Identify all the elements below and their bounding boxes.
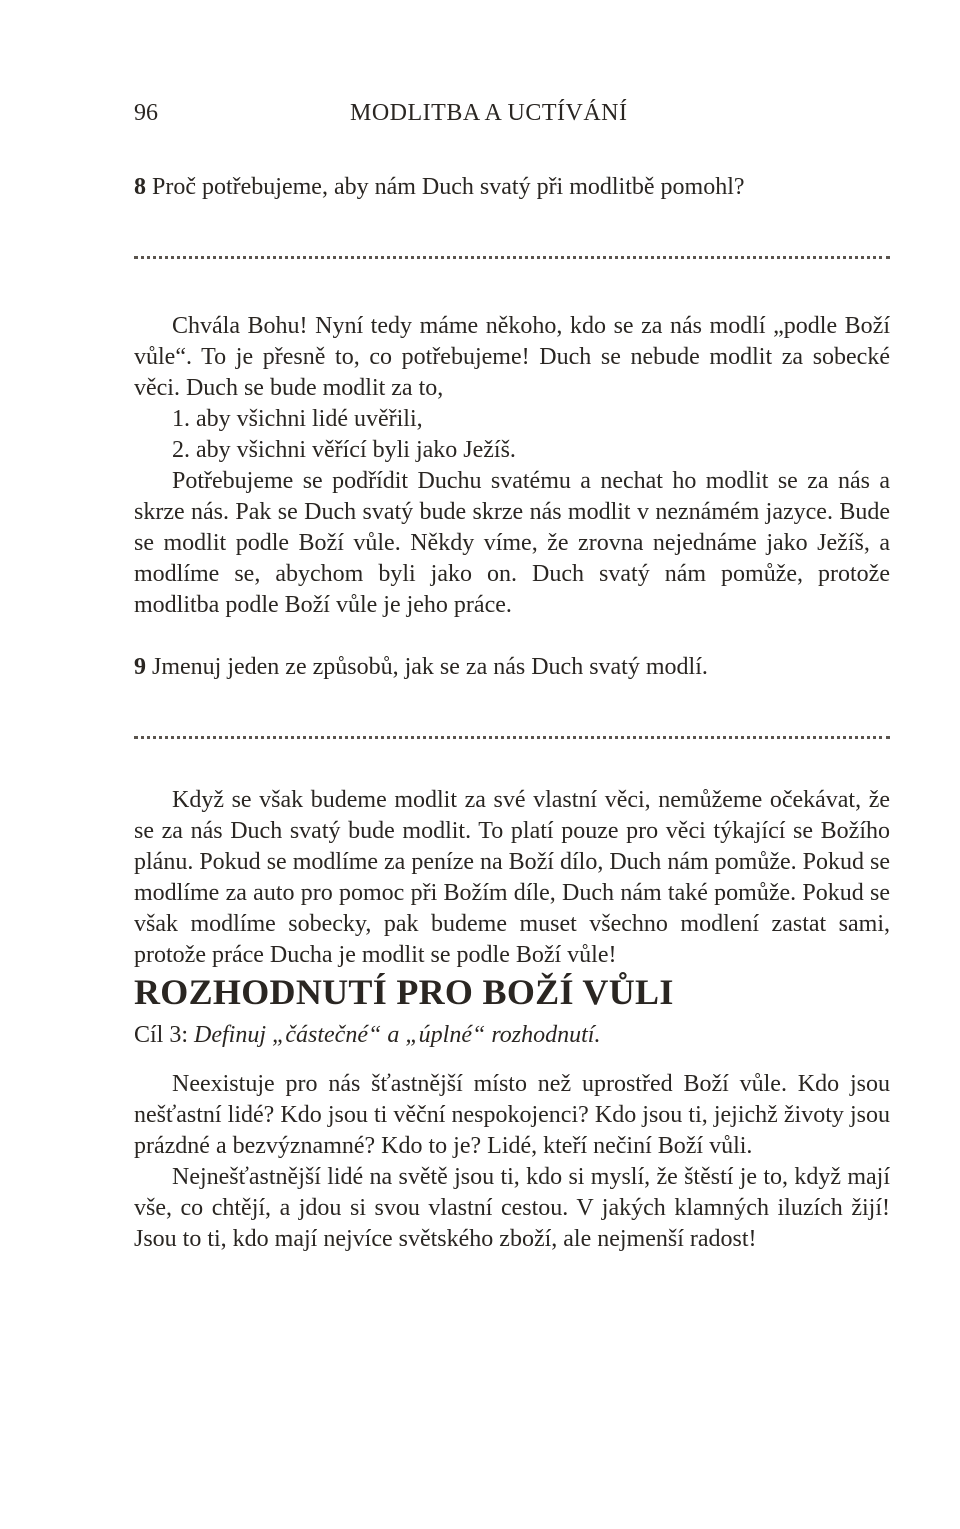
question-number: 8 xyxy=(134,174,146,200)
list-item: 2. aby všichni věřící byli jako Ježíš. xyxy=(172,437,516,463)
prayer-list xyxy=(134,404,890,466)
question-9 xyxy=(134,652,890,683)
question-text: Proč potřebujeme, aby nám Duch svatý při modlitbě pomohl? xyxy=(146,174,745,200)
page-number: 96 xyxy=(134,100,158,126)
chapter-title: MODLITBA A UCTÍVÁNÍ xyxy=(350,100,628,126)
goal-text: Definuj „částečné“ a „úplné“ rozhodnutí. xyxy=(194,1022,601,1048)
question-text: Jmenuj jeden ze způsobů, jak se za nás Duch svatý modlí. xyxy=(146,654,708,680)
section-heading: ROZHODNUTÍ PRO BOŽÍ VŮLI xyxy=(134,972,674,1012)
paragraph-unhappiest: Nejnešťastnější lidé na světě jsou ti, kdo si myslí, že štěstí je to, když mají vše, co chtějí, a jdou si svou vlastní cestou. V jakých klamných iluzích žijí! Jsou to ti, kdo mají nejvíce světského zboží, ale nejmenší radost! xyxy=(134,1164,890,1252)
paragraph-continuation: Potřebujeme se podřídit Duchu svatému a nechat ho modlit se za nás a skrze nás. Pak se Duch svatý bude skrze nás modlit v neznámém jazyce. Bude se modlit podle Boží vůle. Někdy víme, že zrovna nejednáme jako Ježíš, a modlíme se, abychom byli jako on. Duch svatý nám pomůže, protože modlitba podle Boží vůle je jeho práce. xyxy=(134,468,890,618)
goal-label: Cíl 3: xyxy=(134,1022,195,1048)
paragraph-selfish-prayer: Když se však budeme modlit za své vlastní věci, nemůžeme očekávat, že se za nás Duch svatý bude modlit. To platí pouze pro věci týkající se Božího plánu. Pokud se modlíme za peníze na Boží dílo, Duch nám pomůže. Pokud se modlíme za auto pro pomoc při Božím díle, Duch nám také pomůže. Pokud se však modlíme sobecky, pak budeme muset všechno modlení zastat sami, protože práce Ducha je modlit se podle Boží vůle! xyxy=(134,787,890,968)
question-number: 9 xyxy=(134,654,146,680)
page-content xyxy=(134,172,890,1255)
paragraph-happiness: Neexistuje pro nás šťastnější místo než uprostřed Boží vůle. Kdo jsou nešťastní lidé? Kdo jsou ti věční nespokojenci? Kdo jsou ti, jejichž životy jsou prázdné a bezvýznamné? Kdo to je? Lidé, kteří nečiní Boží vůli. xyxy=(134,1071,890,1159)
running-head xyxy=(134,96,890,130)
list-item: 1. aby všichni lidé uvěřili, xyxy=(172,406,423,432)
learning-goal xyxy=(134,1020,890,1051)
paragraph-intro: Chvála Bohu! Nyní tedy máme někoho, kdo se za nás modlí „podle Boží vůle“. To je přesně to, co potřebujeme! Duch se nebude modlit za sobecké věci. Duch se bude modlit za to, xyxy=(134,313,890,401)
question-8 xyxy=(134,172,890,203)
